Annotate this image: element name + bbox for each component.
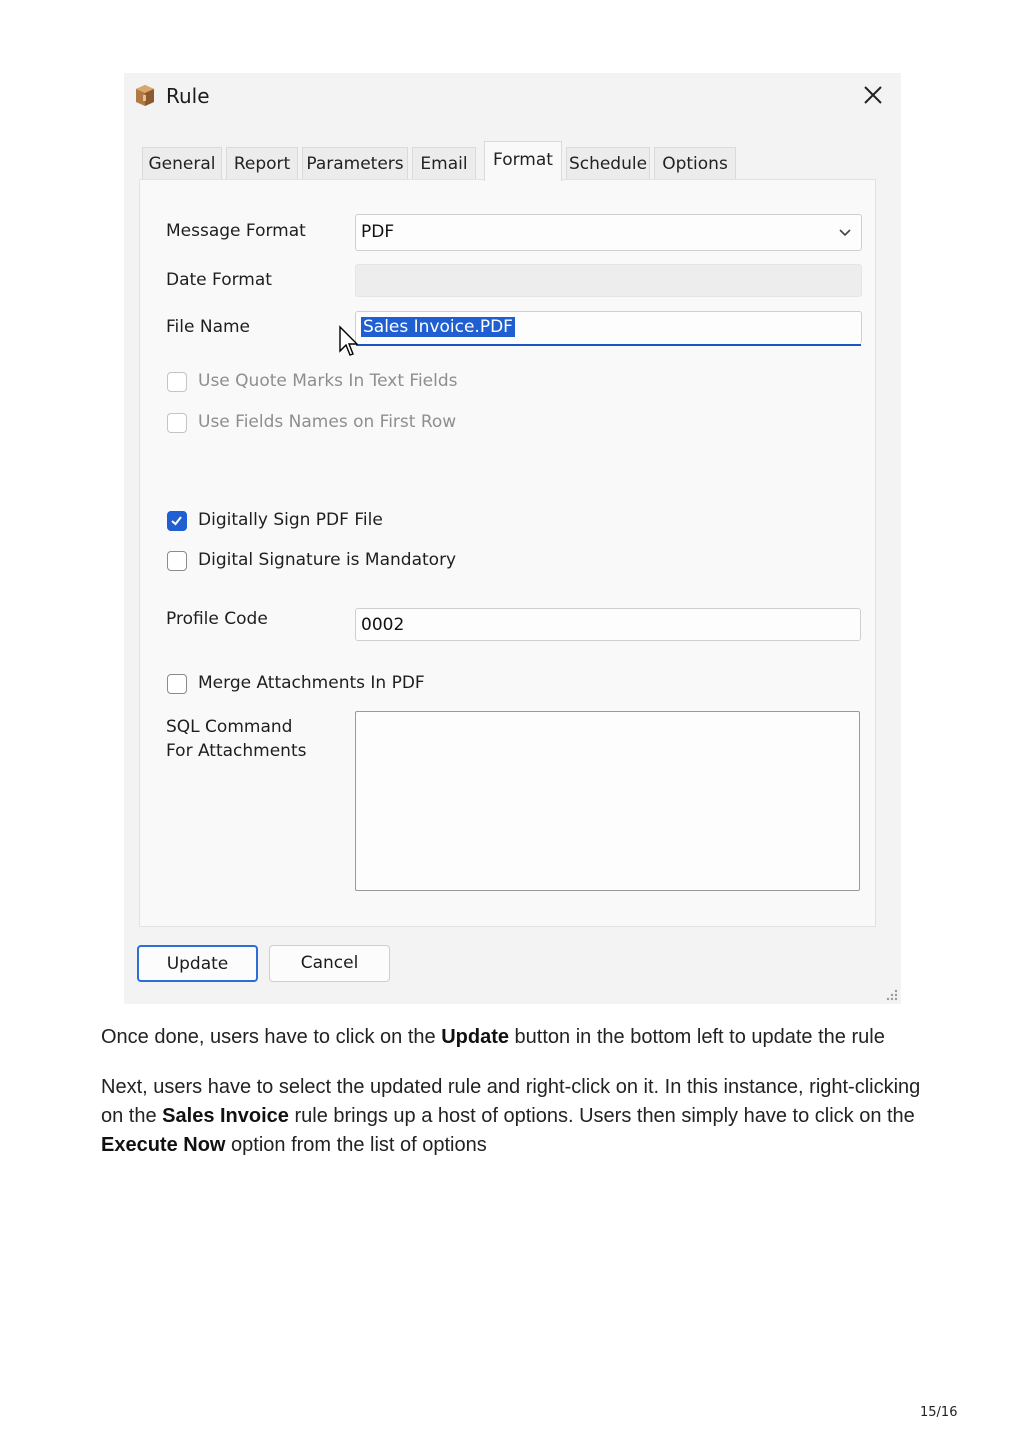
date-format-label: Date Format bbox=[166, 270, 272, 290]
message-format-label: Message Format bbox=[166, 221, 306, 241]
field-names-checkbox bbox=[167, 413, 187, 433]
update-emphasis: Update bbox=[441, 1026, 509, 1048]
chevron-down-icon bbox=[837, 224, 853, 240]
profile-code-input[interactable] bbox=[355, 608, 861, 641]
tab-options[interactable]: Options bbox=[654, 147, 736, 179]
digitally-sign-checkbox[interactable] bbox=[167, 511, 187, 531]
checkmark-icon bbox=[168, 512, 185, 529]
profile-code-label: Profile Code bbox=[166, 609, 268, 629]
field-names-label: Use Fields Names on First Row bbox=[198, 412, 457, 432]
execute-now-emphasis: Execute Now bbox=[101, 1134, 226, 1156]
resize-grip-icon[interactable] bbox=[884, 987, 898, 1001]
signature-mandatory-checkbox[interactable] bbox=[167, 551, 187, 571]
focus-underline bbox=[356, 344, 861, 346]
tab-schedule[interactable]: Schedule bbox=[566, 147, 650, 179]
file-name-value: Sales Invoice.PDF bbox=[363, 317, 513, 337]
sql-command-label-line2: For Attachments bbox=[166, 741, 307, 761]
message-format-select[interactable] bbox=[355, 214, 862, 251]
file-name-input[interactable] bbox=[355, 311, 862, 344]
sales-invoice-emphasis: Sales Invoice bbox=[162, 1105, 289, 1127]
message-format-value: PDF bbox=[361, 222, 395, 242]
mouse-cursor-icon bbox=[338, 325, 360, 359]
tab-report[interactable]: Report bbox=[226, 147, 298, 179]
date-format-field bbox=[355, 264, 862, 297]
digitally-sign-label: Digitally Sign PDF File bbox=[198, 510, 383, 530]
title-bar bbox=[124, 73, 901, 119]
signature-mandatory-label: Digital Signature is Mandatory bbox=[198, 550, 457, 570]
paragraph-update: Once done, users have to click on the Update button in the bottom left to update the rule bbox=[101, 1026, 885, 1048]
profile-code-value: 0002 bbox=[361, 615, 405, 635]
close-icon[interactable] bbox=[859, 81, 887, 109]
sql-command-label: SQL Command bbox=[166, 717, 293, 737]
page-number: 15/16 bbox=[920, 1405, 958, 1420]
quote-marks-checkbox bbox=[167, 372, 187, 392]
box-app-icon bbox=[134, 83, 156, 107]
merge-attachments-checkbox[interactable] bbox=[167, 674, 187, 694]
tab-parameters[interactable]: Parameters bbox=[302, 147, 408, 179]
paragraph-execute: Next, users have to select the updated rule and right-click on it. In this instance, right-clicking on the Sales Invoice rule brings up a host of options. Users then simply have to click on the Execute Now option from the list of options bbox=[101, 1076, 921, 1156]
dialog-title: Rule bbox=[166, 84, 210, 108]
cancel-button[interactable]: Cancel bbox=[269, 945, 390, 982]
tab-general[interactable]: General bbox=[142, 147, 222, 179]
tab-format[interactable]: Format bbox=[484, 141, 562, 181]
sql-command-textarea[interactable] bbox=[355, 711, 860, 891]
rule-dialog bbox=[124, 73, 901, 1004]
quote-marks-label: Use Quote Marks In Text Fields bbox=[198, 371, 458, 391]
update-button[interactable]: Update bbox=[137, 945, 258, 982]
file-name-label: File Name bbox=[166, 317, 251, 337]
tab-email[interactable]: Email bbox=[412, 147, 476, 179]
merge-attachments-label: Merge Attachments In PDF bbox=[198, 673, 425, 693]
